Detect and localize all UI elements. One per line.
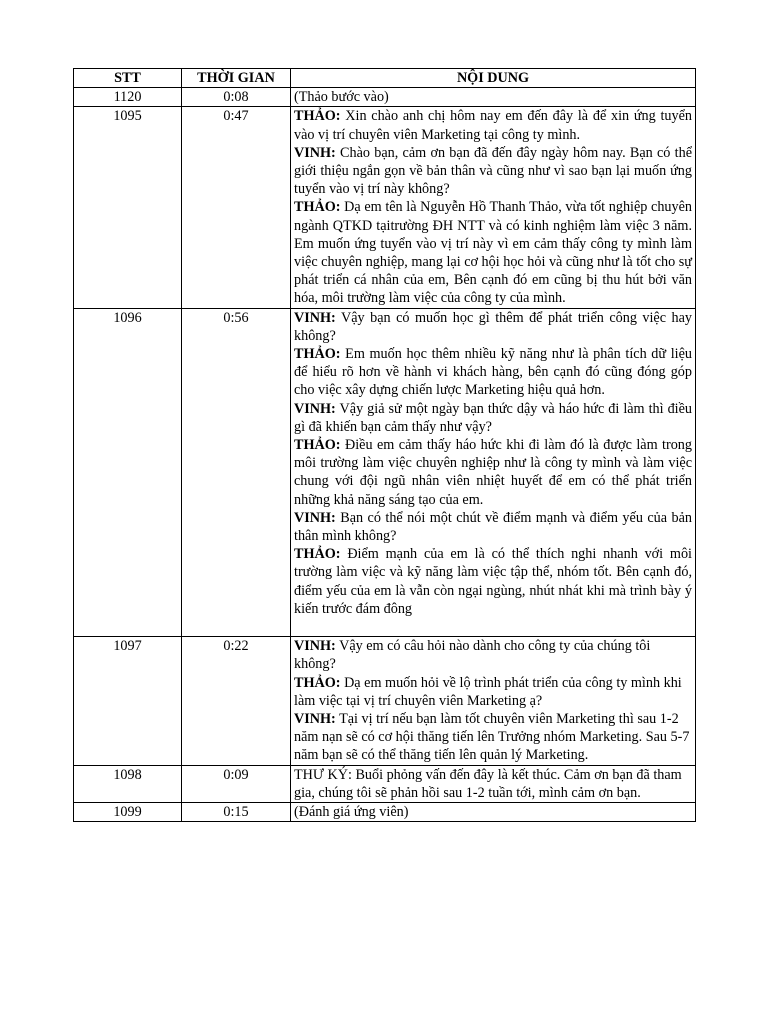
dialogue-text: Chào bạn, cảm ơn bạn đã đến đây ngày hôm nay. Bạn có thể giới thiệu ngắn gọn về bản thân và cũng như vì sao bạn lại muốn ứng tuyển vào vị trí này không? xyxy=(294,144,692,198)
dialogue-line xyxy=(294,710,692,765)
row-time: 0:56 xyxy=(182,308,291,636)
table-row xyxy=(74,308,696,636)
dialogue-text: Vậy em có câu hỏi nào dành cho công ty của chúng tôi không? xyxy=(294,638,651,673)
table-row xyxy=(74,765,696,802)
dialogue-line xyxy=(294,509,692,545)
dialogue-line xyxy=(294,400,692,436)
speaker-label: VINH: xyxy=(294,400,336,417)
speaker-label: VINH: xyxy=(294,144,336,161)
speaker-label: VINH: xyxy=(294,309,336,326)
table-row xyxy=(74,637,696,765)
row-time: 0:47 xyxy=(182,107,291,308)
dialogue-text: (Thảo bước vào) xyxy=(294,89,389,106)
speaker-label: THẢO: xyxy=(294,437,341,454)
row-time: 0:09 xyxy=(182,765,291,802)
speaker-label: VINH: xyxy=(294,638,336,655)
speaker-label: VINH: xyxy=(294,710,336,727)
dialogue-text: (Đánh giá ứng viên) xyxy=(294,803,409,820)
dialogue-line xyxy=(294,309,692,345)
row-time: 0:15 xyxy=(182,802,291,821)
dialogue-text: Xin chào anh chị hôm nay em đến đây là để xin ứng tuyển vào vị trí chuyên viên Marketing tại công ty mình. xyxy=(294,108,692,143)
speaker-label: THẢO: xyxy=(294,199,341,216)
row-stt: 1096 xyxy=(74,308,182,636)
row-stt: 1120 xyxy=(74,88,182,107)
row-time: 0:08 xyxy=(182,88,291,107)
speaker-label: THẢO: xyxy=(294,546,341,563)
dialogue-line xyxy=(294,803,692,821)
row-stt: 1099 xyxy=(74,802,182,821)
header-content: NỘI DUNG xyxy=(291,69,696,88)
row-content xyxy=(291,88,696,107)
dialogue-text: Vậy bạn có muốn học gì thêm để phát triển công việc hay không? xyxy=(294,309,692,344)
dialogue-text: THƯ KÝ: Buổi phỏng vấn đến đây là kết thúc. Cảm ơn bạn đã tham gia, chúng tôi sẽ phản hồi sau 1-2 tuần tới, mình cảm ơn bạn. xyxy=(294,766,682,801)
speaker-label: VINH: xyxy=(294,509,336,526)
row-content xyxy=(291,765,696,802)
dialogue-line xyxy=(294,637,692,673)
header-time: THỜI GIAN xyxy=(182,69,291,88)
dialogue-line xyxy=(294,144,692,199)
dialogue-text: Bạn có thể nói một chút về điểm mạnh và điểm yếu của bản thân mình không? xyxy=(294,509,692,545)
row-content xyxy=(291,308,696,636)
speaker-label: THẢO: xyxy=(294,674,341,691)
dialogue-text: Dạ em muốn hỏi về lộ trình phát triển của công ty mình khi làm việc tại vị trí chuyên viên Marketing ạ? xyxy=(294,674,682,709)
speaker-label: THẢO: xyxy=(294,346,341,363)
dialogue-text: Điều em cảm thấy háo hức khi đi làm đó là được làm trong môi trường làm việc chuyên nghiệp như là công ty mình và làm việc chung với đội ngũ nhân viên nhiệt huyết để em có thể phát triển những khả năng sáng tạo của em. xyxy=(294,437,692,508)
row-content xyxy=(291,107,696,308)
dialogue-line xyxy=(294,107,692,143)
dialogue-line xyxy=(294,436,692,509)
table-row xyxy=(74,107,696,308)
table-row xyxy=(74,802,696,821)
dialogue-line xyxy=(294,88,692,106)
dialogue-text: Điểm mạnh của em là có thể thích nghi nhanh với môi trường làm việc và kỹ năng làm việc tập thể, nhóm tốt. Bên cạnh đó, điểm yếu của em là vẫn còn ngại ngùng, nhút nhát khi mà trình bày ý kiến trước đám đông xyxy=(294,546,692,617)
row-time: 0:22 xyxy=(182,637,291,765)
dialogue-text: Dạ em tên là Nguyễn Hồ Thanh Thảo, vừa tốt nghiệp chuyên ngành QTKD tạitrường ĐH NTT và có kinh nghiệm làm việc 3 năm. Em muốn ứng tuyển vào vị trí này vì em cảm thấy công ty mình làm việc chuyên nghiệp, mang lại cơ hội học hỏi và cũng như là tốt cho sự phát triển cá nhân của em, Bên cạnh đó em cũng bị thu hút bởi văn hóa, môi trường làm việc của công ty của mình. xyxy=(294,199,692,307)
row-stt: 1095 xyxy=(74,107,182,308)
speaker-label: THẢO: xyxy=(294,108,341,125)
dialogue-line xyxy=(294,674,692,710)
dialogue-line xyxy=(294,545,692,618)
row-content xyxy=(291,802,696,821)
table-row xyxy=(74,88,696,107)
dialogue-text: Tại vị trí nếu bạn làm tốt chuyên viên Marketing thì sau 1-2 năm nạn sẽ có cơ hội thăng tiến lên Trưởng nhóm Marketing. Sau 5-7 năm bạn sẽ có thể thăng tiến lên quản lý Marketing. xyxy=(294,710,690,764)
header-stt: STT xyxy=(74,69,182,88)
dialogue-text: Vậy giả sử một ngày bạn thức dậy và háo hức đi làm thì điều gì đã khiến bạn cảm thấy như vậy? xyxy=(294,400,692,435)
row-stt: 1097 xyxy=(74,637,182,765)
dialogue-text: Em muốn học thêm nhiều kỹ năng như là phân tích dữ liệu để hiểu rõ hơn về hành vi khách hàng, bên cạnh đó cũng đóng góp cho việc xây dựng chiến lược Marketing hiệu quả hơn. xyxy=(294,346,692,399)
transcript-table xyxy=(73,68,696,822)
dialogue-line xyxy=(294,345,692,400)
dialogue-line xyxy=(294,198,692,307)
row-content xyxy=(291,637,696,765)
row-stt: 1098 xyxy=(74,765,182,802)
dialogue-line xyxy=(294,766,692,802)
header-row xyxy=(74,69,696,88)
